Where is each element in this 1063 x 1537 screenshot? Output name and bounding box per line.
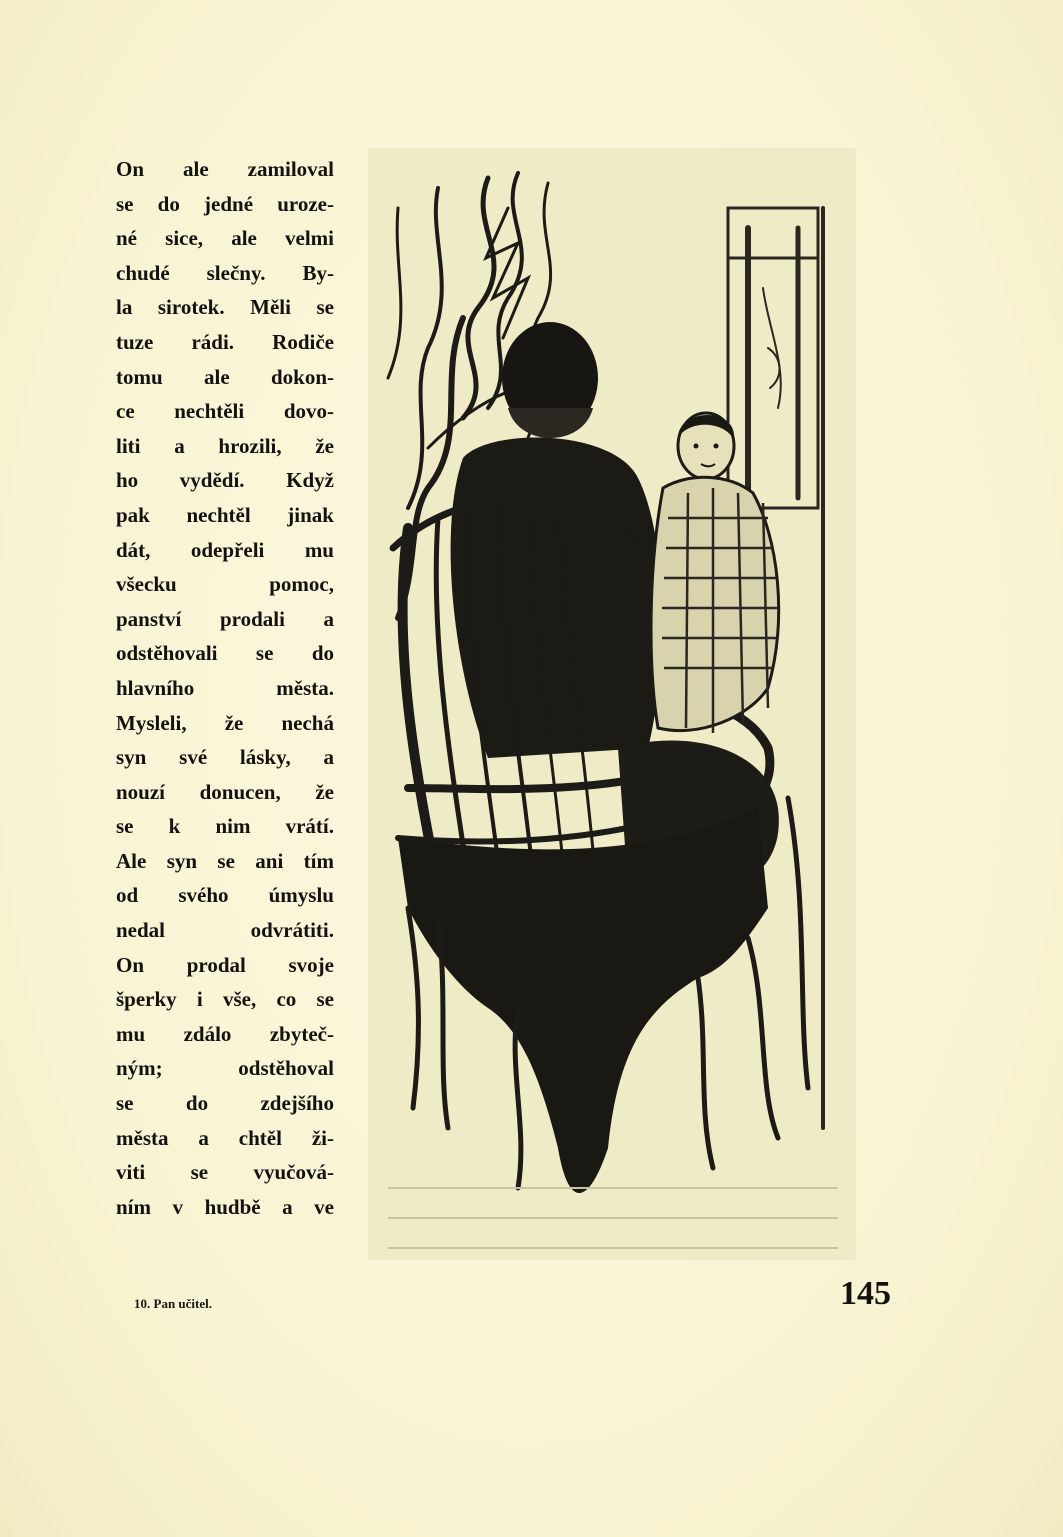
text-line: ce nechtěli dovo- (116, 399, 334, 424)
text-line: nouzí donucen, že (116, 779, 334, 804)
text-line: se k nim vrátí. (116, 814, 334, 839)
text-line: nedal odvrátiti. (116, 918, 334, 943)
text-line: On ale zamiloval (116, 157, 334, 181)
text-line: mu zdálo zbyteč- (116, 1021, 334, 1046)
text-line: se do zdejšího (116, 1091, 334, 1116)
text-line: né sice, ale velmi (116, 226, 334, 251)
text-line: Ale syn se ani tím (116, 848, 334, 873)
illustration (368, 148, 856, 1260)
text-line: odstěhovali se do (116, 641, 334, 666)
text-line: chudé slečny. By- (116, 260, 334, 285)
text-line: pak nechtěl jinak (116, 502, 334, 527)
chair-base-drawing (398, 808, 768, 1193)
text-line: On prodal svoje (116, 952, 334, 977)
text-line: šperky i vše, co se (116, 987, 334, 1012)
text-line: viti se vyučová- (116, 1160, 334, 1185)
text-line: od svého úmyslu (116, 883, 334, 908)
text-line: hlavního města. (116, 675, 334, 700)
body-text-column (116, 152, 334, 1224)
text-line: la sirotek. Měli se (116, 295, 334, 320)
text-line: tomu ale dokon- (116, 364, 334, 389)
text-line: ním v hudbě a ve (116, 1194, 334, 1219)
text-line: ho vydědí. Když (116, 468, 334, 493)
text-line: tuze rádi. Rodiče (116, 329, 334, 354)
text-line: města a chtěl ži- (116, 1125, 334, 1150)
girl-body-drawing (651, 477, 779, 730)
text-line: dát, odepřeli mu (116, 537, 334, 562)
text-line: panství prodali a (116, 606, 334, 631)
text-line: ným; odstěhoval (116, 1056, 334, 1081)
signature-mark: 10. Pan učitel. (134, 1296, 212, 1311)
text-line: liti a hrozili, že (116, 433, 334, 458)
text-line: se do jedné uroze- (116, 191, 334, 216)
text-line: Mysleli, že nechá (116, 710, 334, 735)
page-number: 145 (840, 1275, 891, 1312)
text-line: syn své lásky, a (116, 745, 334, 770)
text-line: všecku pomoc, (116, 572, 334, 597)
